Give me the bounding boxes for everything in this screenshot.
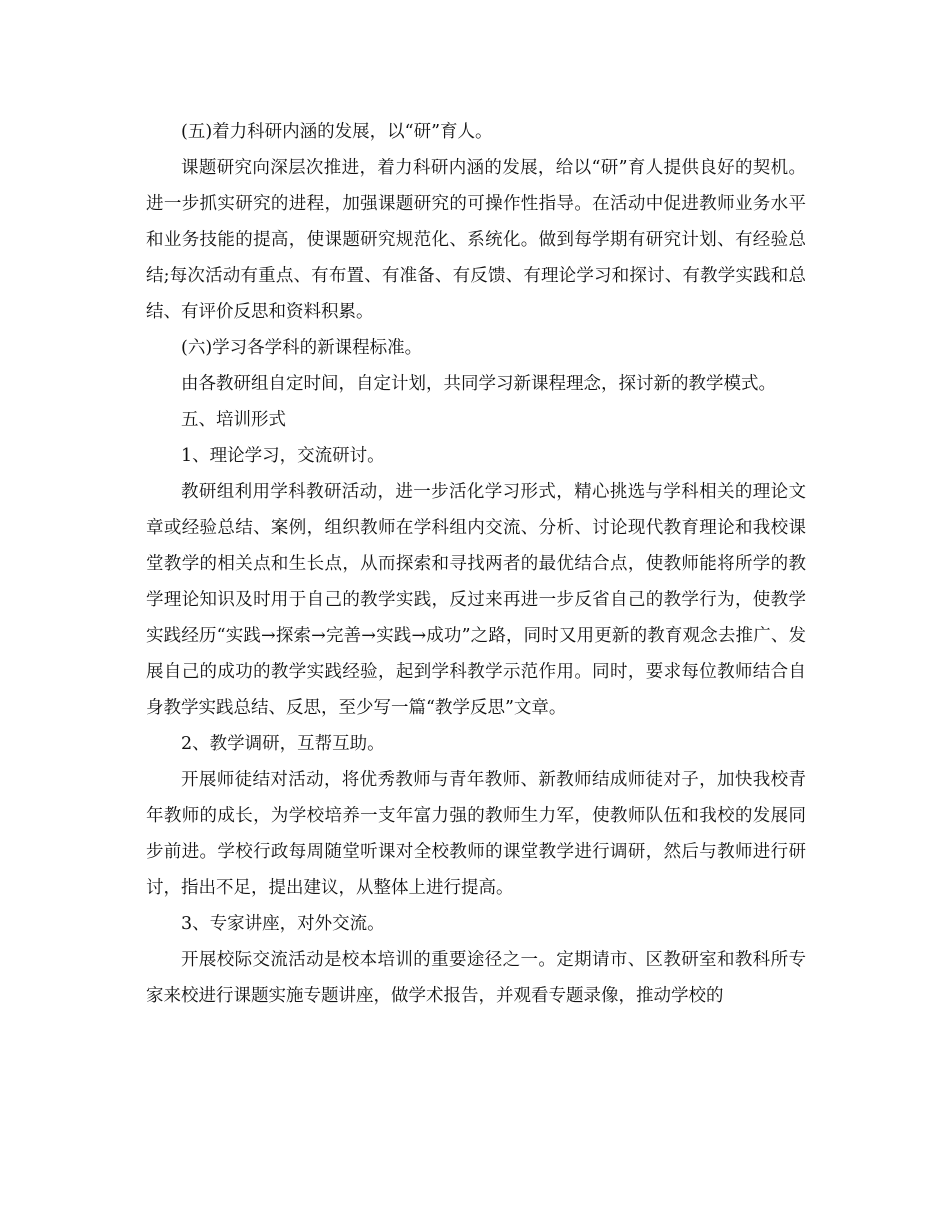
section-heading-6: (六)学习各学科的新课程标准。 (181, 338, 423, 358)
paragraph-teaching-research: 开展师徒结对活动，将优秀教师与青年教师、新教师结成师徒对子，加快我校青年教师的成长，为学校培养一支年富力强的教师生力军，使教师队伍和我校的发展同步前进。学校行政每周随堂听课对全校教师的课堂教学进行调研，然后与教师进行研讨，指出不足，提出建议，从整体上进行提高。 (146, 770, 806, 898)
paragraph-expert-lectures: 开展校际交流活动是校本培训的重要途径之一。定期请市、区教研室和教科所专家来校进行课题实施专题讲座，做学术报告，并观看专题录像，推动学校的 (146, 950, 806, 1006)
document-body (146, 114, 806, 1014)
chapter-heading-training-forms: 五、培训形式 (181, 410, 286, 430)
paragraph-curriculum: 由各教研组自定时间，自定计划，共同学习新课程理念，探讨新的教学模式。 (181, 374, 776, 394)
subheading-expert-lectures: 3、专家讲座，对外交流。 (181, 914, 385, 934)
subheading-theory-study: 1、理论学习，交流研讨。 (181, 446, 385, 466)
paragraph-research: 课题研究向深层次推进，着力科研内涵的发展，给以“研”育人提供良好的契机。进一步抓实研究的进程，加强课题研究的可操作性指导。在活动中促进教师业务水平和业务技能的提高，使课题研究规范化、系统化。做到每学期有研究计划、有经验总结;每次活动有重点、有布置、有准备、有反馈、有理论学习和探讨、有教学实践和总结、有评价反思和资料积累。 (146, 158, 806, 322)
subheading-teaching-research: 2、教学调研，互帮互助。 (181, 734, 385, 754)
paragraph-theory-study: 教研组利用学科教研活动，进一步活化学习形式，精心挑选与学科相关的理论文章或经验总结、案例，组织教师在学科组内交流、分析、讨论现代教育理论和我校课堂教学的相关点和生长点，从而探索和寻找两者的最优结合点，使教师能将所学的教学理论知识及时用于自己的教学实践，反过来再进一步反省自己的教学行为，使教学实践经历“实践→探索→完善→实践→成功”之路，同时又用更新的教育观念去推广、发展自己的成功的教学实践经验，起到学科教学示范作用。同时，要求每位教师结合自身教学实践总结、反思，至少写一篇“教学反思”文章。 (146, 482, 806, 718)
section-heading-5: (五)着力科研内涵的发展，以“研”育人。 (181, 122, 493, 142)
